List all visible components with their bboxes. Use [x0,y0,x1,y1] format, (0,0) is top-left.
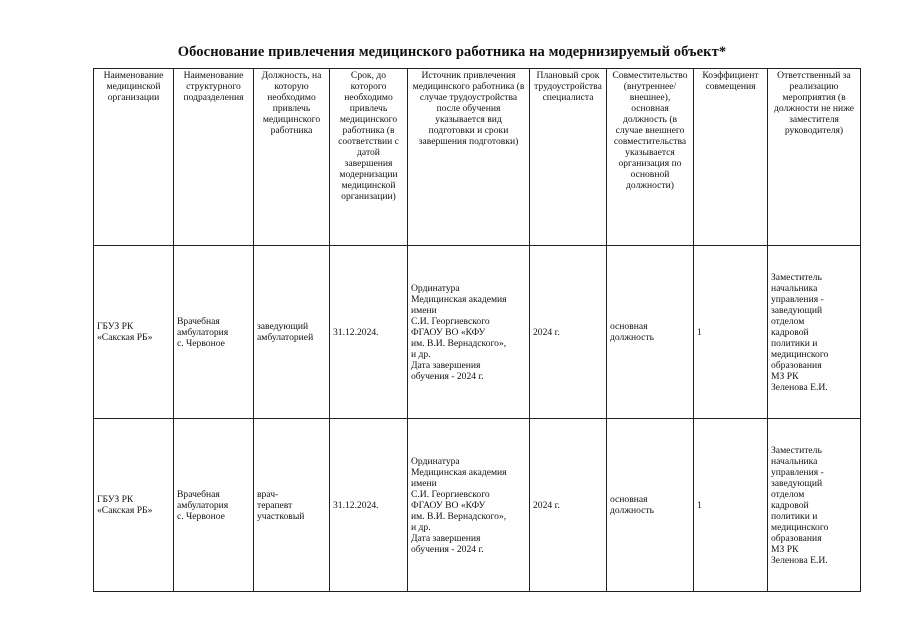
cell-unit: Врачебная амбулатория с. Червоное [174,419,254,592]
cell-combination: основная должность [607,246,694,419]
cell-source: Ординатура Медицинская академия имени С.И. Георгиевского ФГАОУ ВО «КФУ им. В.И. Вернадского», и др. Дата завершения обучения - 2024 г. [408,246,530,419]
cell-responsible: Заместитель начальника управления - заведующий отделом кадровой политики и медицинского образования МЗ РК Зеленова Е.И. [768,246,861,419]
cell-position: заведующий амбулаторией [254,246,330,419]
cell-coefficient: 1 [694,246,768,419]
cell-deadline: 31.12.2024. [330,246,408,419]
header-organization: Наименование медицинской организации [94,69,174,246]
cell-unit: Врачебная амбулатория с. Червоное [174,246,254,419]
table-header-row [94,69,861,246]
cell-combination: основная должность [607,419,694,592]
cell-organization: ГБУЗ РК «Сакская РБ» [94,246,174,419]
header-source: Источник привлечения медицинского работника (в случае трудоустройства после обучения указывается вид подготовки и сроки завершения подготовки) [408,69,530,246]
cell-source: Ординатура Медицинская академия имени С.И. Георгиевского ФГАОУ ВО «КФУ им. В.И. Вернадского», и др. Дата завершения обучения - 2024 г. [408,419,530,592]
header-combination: Совместительство (внутреннее/ внешнее), основная должность (в случае внешнего совместительства указывается организация по основной должности) [607,69,694,246]
header-unit: Наименование структурного подразделения [174,69,254,246]
cell-planned-date: 2024 г. [530,246,607,419]
header-coefficient: Коэффициент совмещения [694,69,768,246]
cell-responsible: Заместитель начальника управления - заведующий отделом кадровой политики и медицинского образования МЗ РК Зеленова Е.И. [768,419,861,592]
cell-deadline: 31.12.2024. [330,419,408,592]
header-planned-date: Плановый срок трудоустройства специалиста [530,69,607,246]
table-row [94,246,861,419]
cell-position: врач- терапевт участковый [254,419,330,592]
header-responsible: Ответственный за реализацию мероприятия (в должности не ниже заместителя руководителя) [768,69,861,246]
header-position: Должность, на которую необходимо привлечь медицинского работника [254,69,330,246]
table-row [94,419,861,592]
cell-coefficient: 1 [694,419,768,592]
document-title: Обоснование привлечения медицинского работника на модернизируемый объект* [177,44,727,60]
cell-organization: ГБУЗ РК «Сакская РБ» [94,419,174,592]
header-deadline: Срок, до которого необходимо привлечь медицинского работника (в соответствии с датой завершения модернизации медицинской организации) [330,69,408,246]
cell-planned-date: 2024 г. [530,419,607,592]
justification-table [93,68,861,592]
